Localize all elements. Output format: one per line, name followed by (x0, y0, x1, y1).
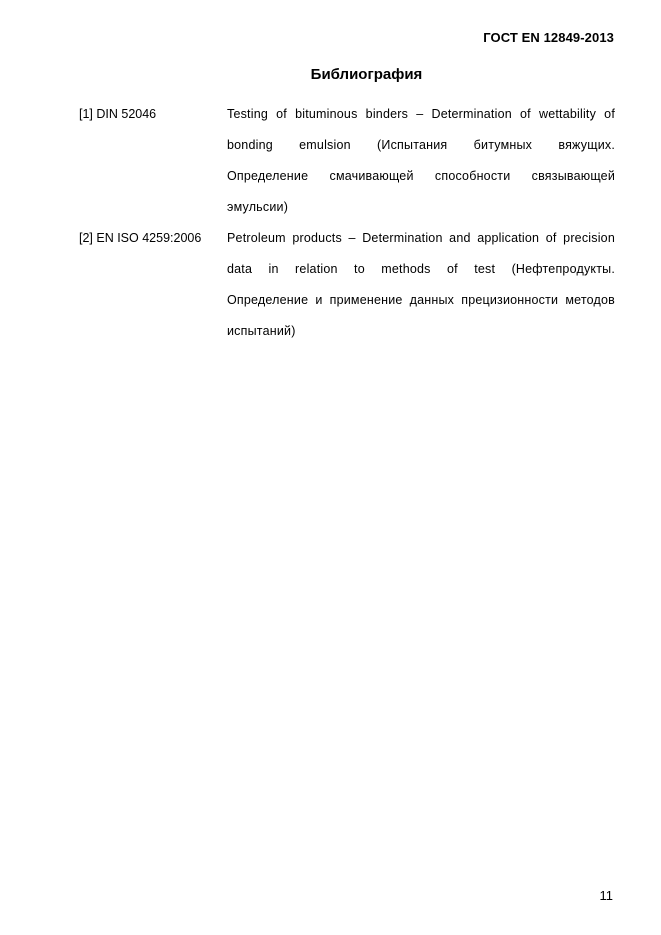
bibliography-list (79, 99, 615, 347)
bibliography-ref: [2] EN ISO 4259:2006 (79, 231, 202, 245)
bibliography-text: Testing of bituminous binders – Determination of wettability of bonding emulsion (Испытания битумных вяжущих. Определение смачивающей способности связывающей эмульсии) (227, 107, 615, 214)
bibliography-ref: [1] DIN 52046 (79, 107, 157, 121)
section-title: Библиография (310, 66, 423, 83)
bibliography-entry (79, 223, 615, 347)
document-header-code: ГОСТ EN 12849-2013 (483, 30, 614, 45)
bibliography-text: Petroleum products – Determination and application of precision data in relation to methods of test (Нефтепродукты. Определение и применение данных прецизионности методов испытаний) (227, 231, 615, 338)
bibliography-entry (79, 99, 615, 223)
page-number: 11 (599, 888, 613, 903)
